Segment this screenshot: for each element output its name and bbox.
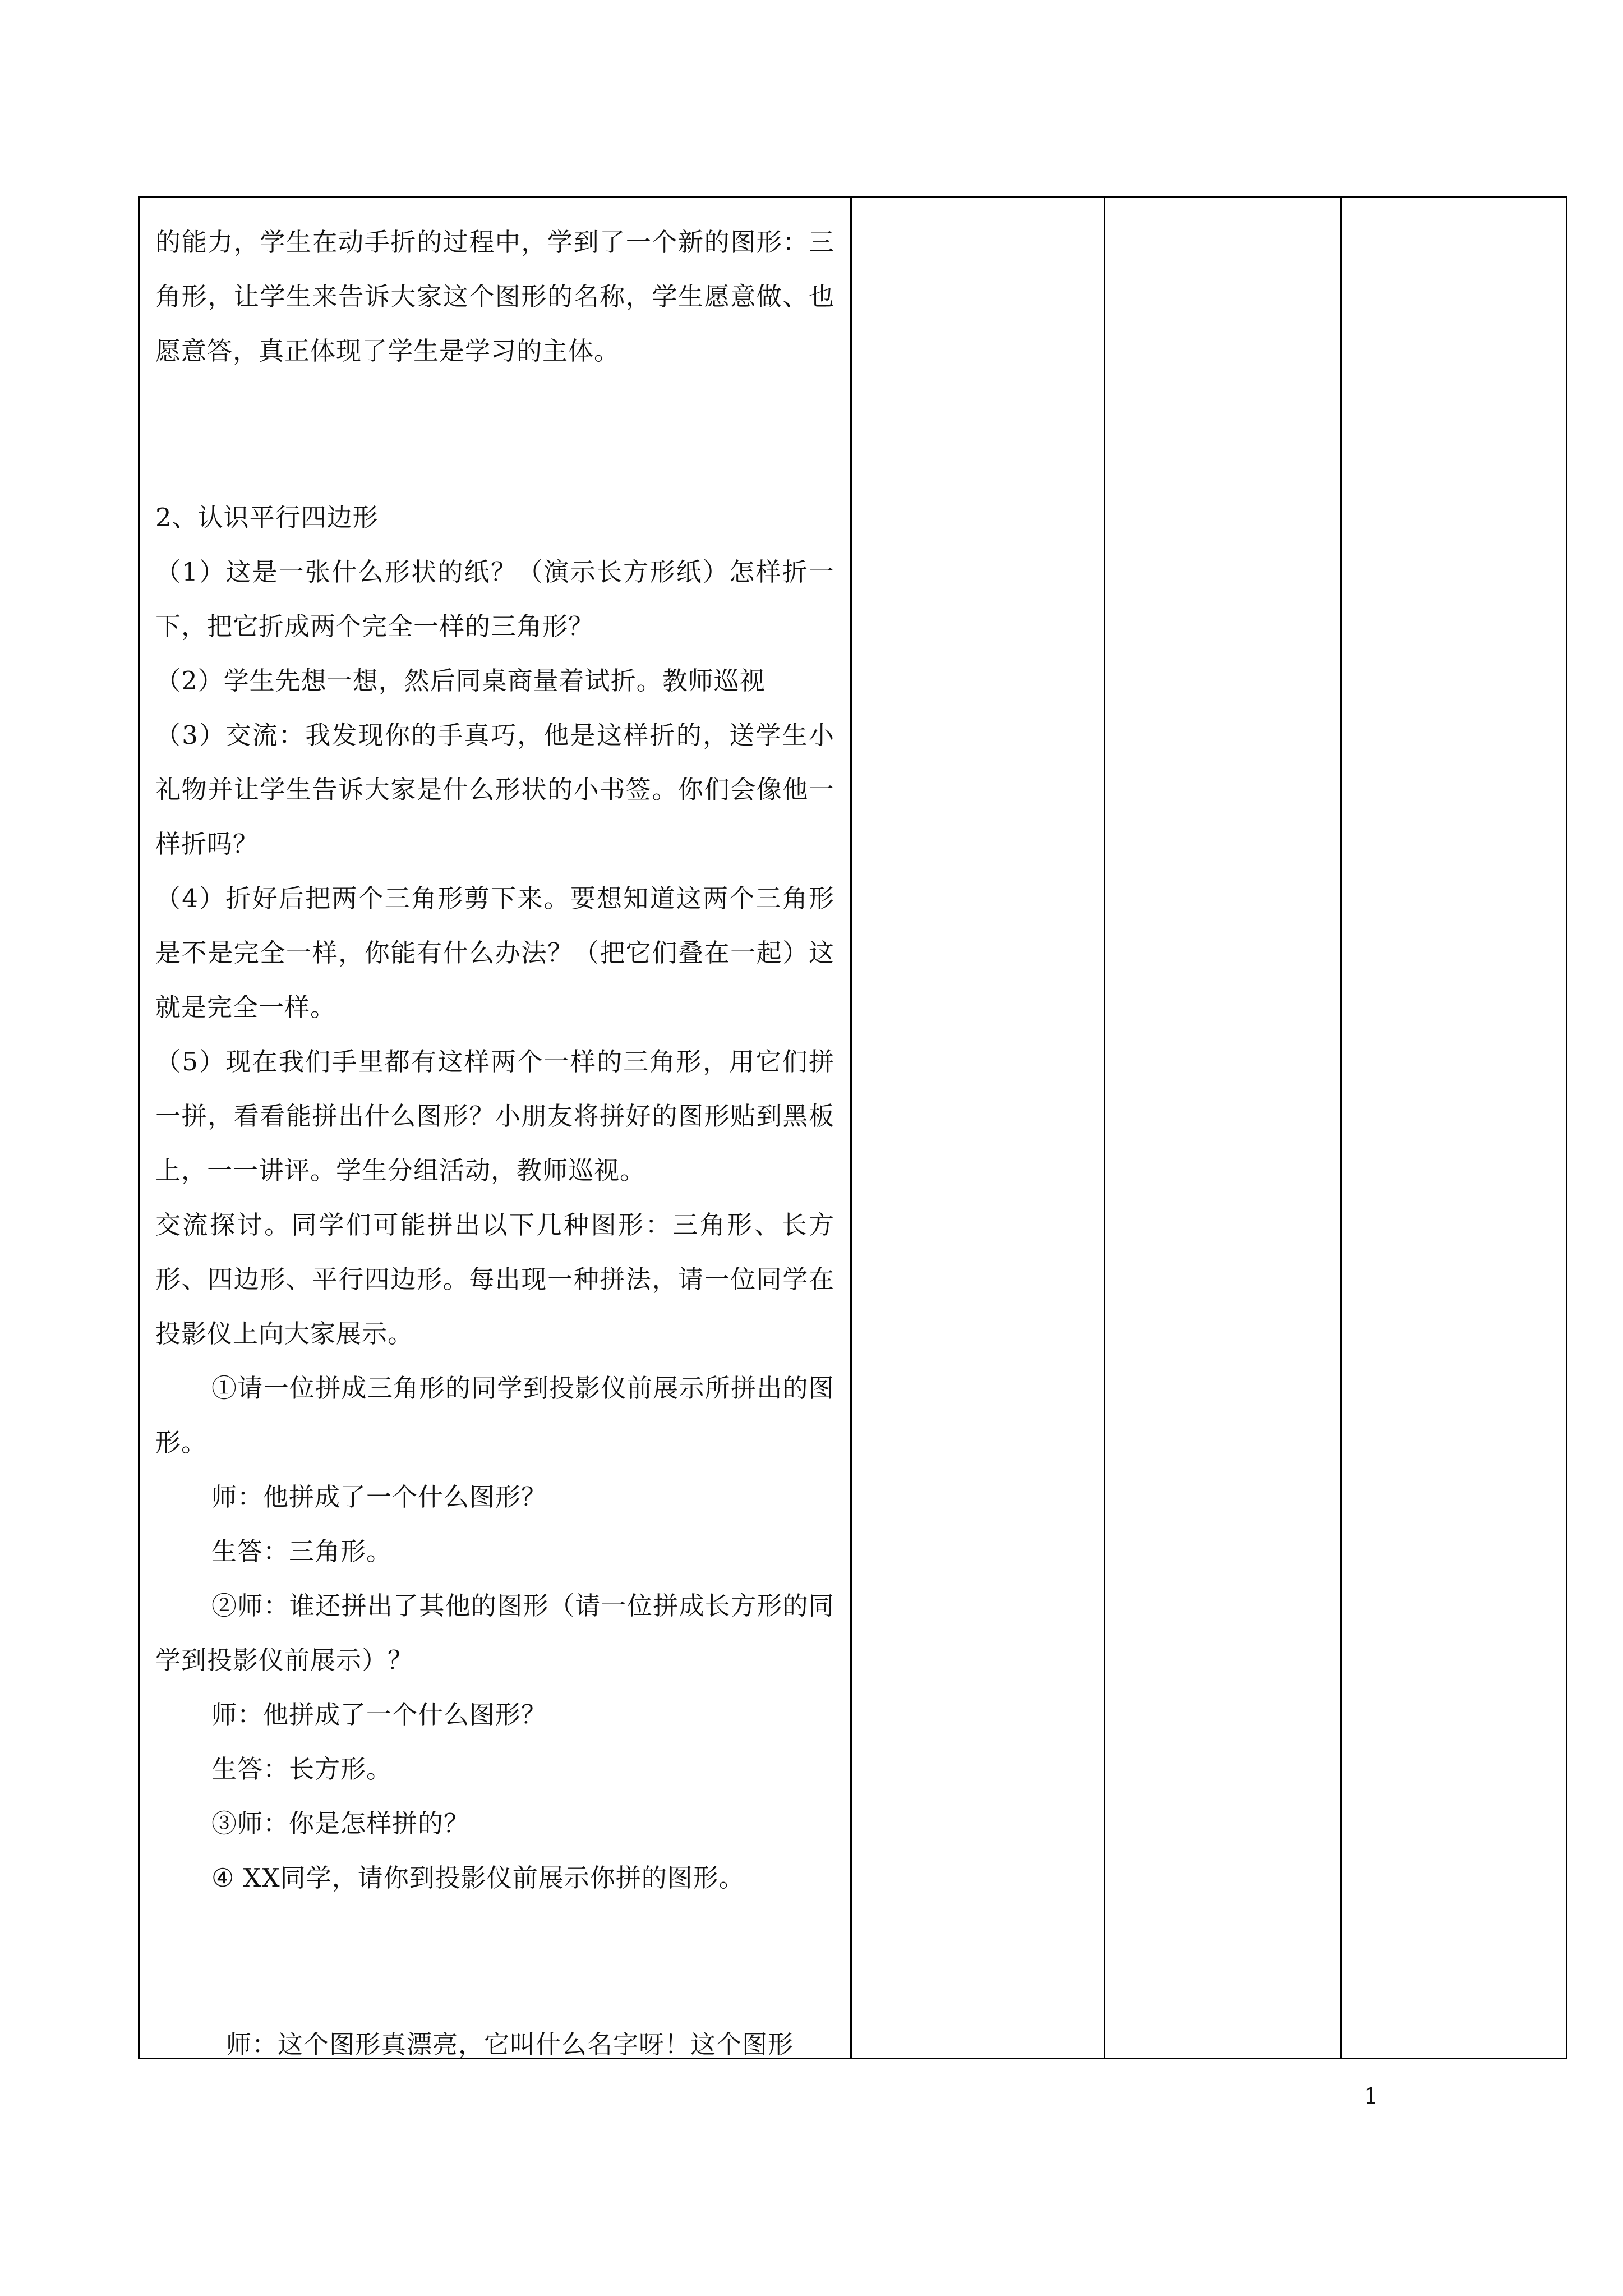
section-heading: 2、认识平行四边形: [155, 503, 379, 532]
empty-cell-2: [851, 197, 1105, 2059]
lesson-plan-table: [138, 196, 1567, 2059]
empty-cell-3: [1105, 197, 1341, 2059]
step-3: （3）交流：我发现你的手真巧，他是这样折的，送学生小礼物并让学生告诉大家是什么形状的小书签。你们会像他一样折吗？: [155, 720, 834, 859]
dialogue-line: 师：他拼成了一个什么图形？: [211, 1482, 547, 1512]
spacer: [155, 1905, 834, 2017]
step-4: （4）折好后把两个三角形剪下来。要想知道这两个三角形是不是完全一样，你能有什么办法？（把它们叠在一起）这就是完全一样。: [155, 884, 834, 1022]
step-5: （5）现在我们手里都有这样两个一样的三角形，用它们拼一拼，看看能拼出什么图形？小朋友将拼好的图形贴到黑板上，一一讲评。学生分组活动，教师巡视。: [155, 1047, 834, 1185]
dialogue-line: 师：他拼成了一个什么图形？: [211, 1700, 547, 1729]
table-row: [139, 197, 1567, 2059]
dialogue-line: ②师：谁还拼出了其他的图形（请一位拼成长方形的同学到投影仪前展示）？: [155, 1591, 834, 1675]
teaching-process-cell: [139, 197, 851, 2059]
dialogue-line: 生答：三角形。: [211, 1536, 393, 1566]
teaching-process-content: [140, 198, 850, 2058]
dialogue-line: ④ XX同学，请你到投影仪前展示你拼的图形。: [211, 1863, 745, 1893]
empty-cell-4: [1341, 197, 1567, 2059]
step-2: （2）学生先想一想，然后同桌商量着试折。教师巡视: [155, 666, 766, 696]
dialogue-line: 生答：长方形。: [211, 1754, 393, 1784]
step-1: （1）这是一张什么形状的纸？（演示长方形纸）怎样折一下，把它折成两个完全一样的三角形？: [155, 557, 834, 641]
dialogue-line: ③师：你是怎样拼的？: [211, 1809, 470, 1838]
dialogue-line: ①请一位拼成三角形的同学到投影仪前展示所拼出的图形。: [155, 1373, 834, 1457]
dialogue-line: 师：这个图形真漂亮，它叫什么名字呀！这个图形: [226, 2030, 794, 2058]
spacer: [155, 378, 834, 490]
paragraph-reflection: 的能力，学生在动手折的过程中，学到了一个新的图形：三角形，让学生来告诉大家这个图形的名称，学生愿意做、也愿意答，真正体现了学生是学习的主体。: [155, 227, 834, 366]
discussion-paragraph: 交流探讨。同学们可能拼出以下几种图形：三角形、长方形、四边形、平行四边形。每出现一种拼法，请一位同学在投影仪上向大家展示。: [155, 1210, 834, 1349]
page-number: 1: [1364, 2083, 1378, 2109]
